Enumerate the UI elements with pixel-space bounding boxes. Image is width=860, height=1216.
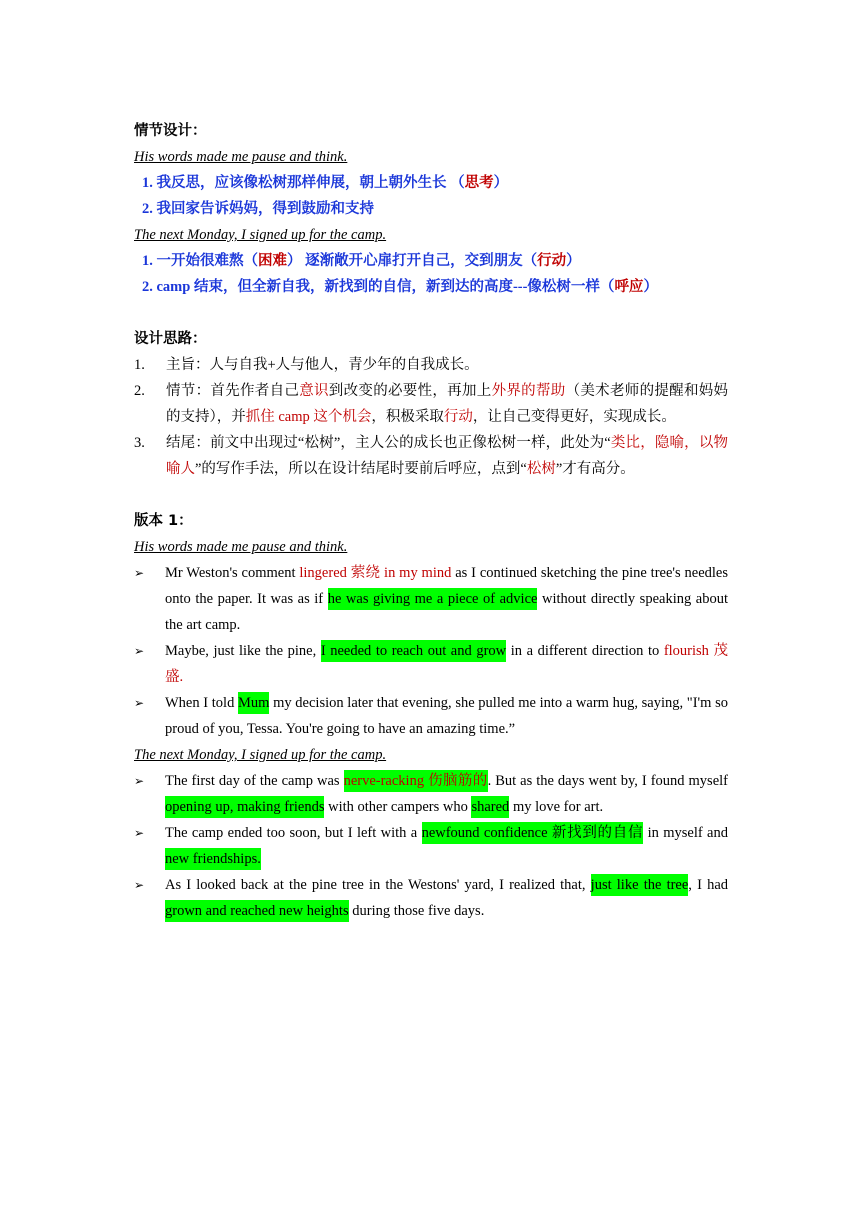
version1-bullet: [134, 638, 728, 690]
item-number: 1.: [134, 357, 145, 373]
bullet-text: my love for art.: [509, 799, 604, 815]
item-text: 到改变的必要性，再加上: [328, 383, 492, 399]
item-text: 结尾：前文中出现过“松树”，主人公的成长也正像松树一样，此处为“: [166, 435, 611, 451]
point-text-end: ）: [643, 279, 658, 295]
bullet-text: , I had: [688, 877, 729, 893]
document-content: [134, 118, 728, 924]
point-keyword: 困难: [258, 253, 287, 269]
bullet-text: When I told: [165, 695, 239, 711]
bullet-highlight-red: nerve-racking 伤脑筋的: [344, 770, 488, 792]
arrow-bullet-icon: ➢: [134, 826, 145, 840]
bullet-text: my decision later that evening, she pulled me into a warm hug, saying, "I'm so proud of you, Tessa. You're going to have an amazing time.”: [165, 695, 728, 737]
bullet-highlight: new friendships.: [165, 848, 261, 870]
point-number: 2.: [142, 201, 153, 217]
bullet-text: The first day of the camp was: [165, 773, 344, 789]
point-text: 一开始很难熬（: [156, 253, 258, 269]
item-text: ”才有高分。: [555, 461, 635, 477]
section-gap: [134, 300, 728, 326]
version1-bullet: [134, 768, 728, 820]
item-text: ”的写作手法，所以在设计结尾时要前后呼应，点到“: [195, 461, 527, 477]
version1-bullet: [134, 690, 728, 742]
section-gap: [134, 482, 728, 508]
item-keyword: 松树: [526, 461, 556, 477]
bullet-highlight: shared: [471, 796, 509, 818]
plot-design-heading: 情节设计：: [134, 123, 207, 139]
plot-para1-point-2: [134, 196, 728, 222]
bullet-text: Mr Weston's comment: [165, 565, 300, 581]
point-text-end: ）: [566, 253, 581, 269]
plot-para2-point-1: [134, 248, 728, 274]
bullet-highlight: grown and reached new heights: [165, 900, 349, 922]
version1-bullet: [134, 560, 728, 638]
item-text: （美术老师的提醒和妈妈的支持），并: [166, 383, 729, 425]
plot-para2-title: The next Monday, I signed up for the camp.: [134, 227, 387, 243]
version1-para1-title: His words made me pause and think.: [134, 539, 348, 555]
item-keyword: 行动: [443, 409, 473, 425]
bullet-text: with other campers who: [324, 799, 472, 815]
arrow-bullet-icon: ➢: [134, 774, 145, 788]
point-text-end: ）: [493, 175, 509, 191]
item-keyword: 外界的帮助: [491, 383, 566, 399]
bullet-highlight: Mum: [238, 692, 269, 714]
point-number: 2.: [142, 279, 153, 295]
version1-bullet: [134, 820, 728, 872]
plot-para1-title: His words made me pause and think.: [134, 149, 348, 165]
point-keyword: 思考: [464, 175, 494, 191]
bullet-text: As I looked back at the pine tree in the Westons' yard, I realized that,: [165, 877, 591, 893]
version1-bullet: [134, 872, 728, 924]
bullet-text: The camp ended too soon, but I left with a: [165, 825, 422, 841]
item-text: 情节：首先作者自己: [166, 383, 300, 399]
point-number: 1.: [142, 253, 153, 269]
bullet-text: Maybe, just like the pine,: [165, 643, 321, 659]
bullet-text: without directly speaking about the art camp.: [165, 591, 728, 633]
arrow-bullet-icon: ➢: [134, 878, 145, 892]
item-keyword: 类比，隐喻，以物喻人: [166, 435, 729, 477]
bullet-text: . But as the days went by, I found myself: [487, 773, 728, 789]
version1-heading: 版本 1：: [134, 513, 193, 529]
bullet-text: as I continued sketching the pine tree's needles onto the paper. It was as if: [165, 565, 728, 607]
design-ideas-heading: 设计思路：: [134, 331, 207, 347]
item-keyword: 抓住 camp 这个机会: [245, 409, 372, 425]
bullet-highlight: I needed to reach out and grow: [321, 640, 506, 662]
item-text: 主旨：人与自我+人与他人，青少年的自我成长。: [166, 357, 479, 373]
item-keyword: 意识: [299, 383, 329, 399]
plot-para1-point-1: [134, 170, 728, 196]
bullet-red-phrase: flourish 茂盛.: [165, 643, 729, 685]
bullet-text: during those five days.: [348, 903, 485, 919]
design-idea-item-2: [134, 378, 728, 430]
item-text: ，积极采取: [371, 409, 444, 425]
design-idea-item-3: [134, 430, 728, 482]
bullet-highlight: he was giving me a piece of advice: [328, 588, 538, 610]
bullet-highlight: newfound confidence 新找到的自信: [422, 822, 644, 844]
bullet-text: in a different direction to: [506, 643, 664, 659]
point-keyword: 呼应: [614, 279, 644, 295]
point-text: 我反思，应该像松树那样伸展，朝上朝外生长 （: [156, 175, 465, 191]
arrow-bullet-icon: ➢: [134, 696, 145, 710]
item-number: 2.: [134, 383, 145, 399]
version1-para2-title: The next Monday, I signed up for the camp.: [134, 747, 387, 763]
point-keyword-2: 行动: [537, 253, 567, 269]
arrow-bullet-icon: ➢: [134, 566, 145, 580]
item-text: ，让自己变得更好，实现成长。: [472, 409, 676, 425]
arrow-bullet-icon: ➢: [134, 644, 145, 658]
point-number: 1.: [142, 175, 153, 191]
design-idea-item-1: [134, 352, 728, 378]
bullet-highlight: opening up, making friends: [165, 796, 324, 818]
bullet-text: in myself and: [643, 825, 728, 841]
point-text: 我回家告诉妈妈，得到鼓励和支持: [156, 201, 374, 217]
point-text-mid: ） 逐渐敞开心扉打开自己，交到朋友（: [287, 253, 538, 269]
plot-para2-point-2: [134, 274, 728, 300]
item-number: 3.: [134, 435, 145, 451]
point-text: camp 结束，但全新自我，新找到的自信，新到达的高度---像松树一样（: [156, 279, 615, 295]
bullet-highlight: just like the tree: [591, 874, 689, 896]
bullet-red-phrase: lingered 萦绕 in my mind: [299, 565, 452, 581]
